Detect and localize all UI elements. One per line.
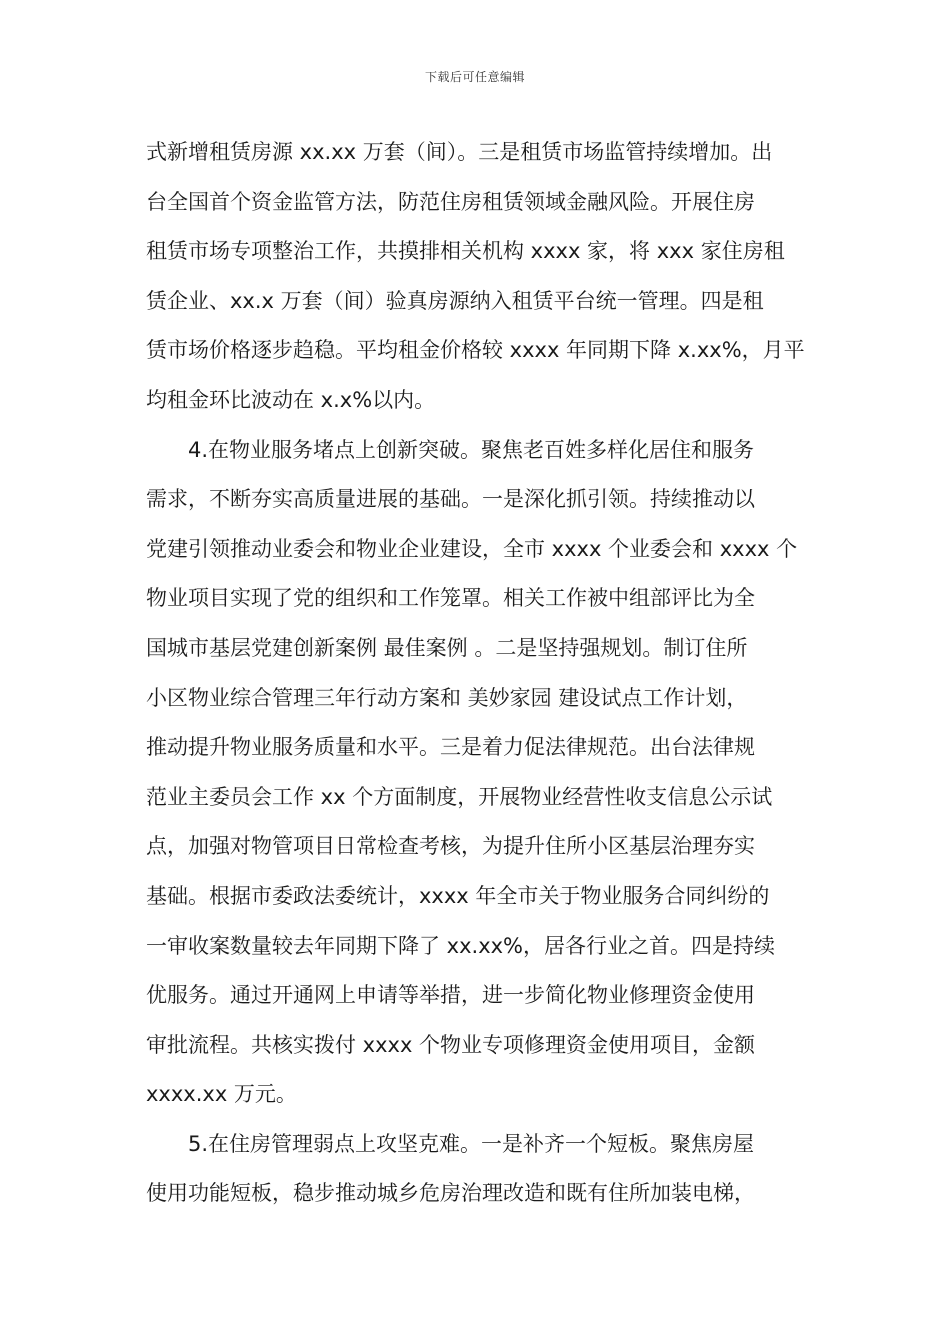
text-line: 需求，不断夯实高质量进展的基础。一是深化抓引领。持续推动以: [146, 487, 755, 512]
paragraph-start-line: 5.在住房管理弱点上攻坚克难。一是补齐一个短板。聚焦房屋: [188, 1131, 755, 1156]
text-line: 推动提升物业服务质量和水平。三是着力促法律规范。出台法律规: [146, 735, 755, 760]
text-line: 小区物业综合管理三年行动方案和 美妙家园 建设试点工作计划，: [146, 685, 748, 710]
text-line: 国城市基层党建创新案例 最佳案例 。二是坚持强规划。制订住所: [146, 635, 748, 660]
text-line: 赁企业、xx.x 万套（间）验真房源纳入租赁平台统一管理。四是租: [146, 288, 764, 313]
text-line: 物业项目实现了党的组织和工作笼罩。相关工作被中组部评比为全: [146, 586, 755, 611]
text-line: 使用功能短板，稳步推动城乡危房治理改造和既有住所加装电梯，: [146, 1181, 755, 1206]
text-line: 范业主委员会工作 xx 个方面制度，开展物业经营性收支信息公示试: [146, 784, 773, 809]
text-line: 赁市场价格逐步趋稳。平均租金价格较 xxxx 年同期下降 x.xx%，月平: [146, 338, 805, 363]
text-line: 优服务。通过开通网上申请等举措，进一步简化物业修理资金使用: [146, 983, 755, 1008]
text-line: 基础。根据市委政法委统计，xxxx 年全市关于物业服务合同纠纷的: [146, 883, 770, 908]
text-line: 党建引领推动业委会和物业企业建设，全市 xxxx 个业委会和 xxxx 个: [146, 536, 798, 561]
text-line: 一审收案数量较去年同期下降了 xx.xx%，居各行业之首。四是持续: [146, 933, 776, 958]
paragraph-start-line: 4.在物业服务堵点上创新突破。聚焦老百姓多样化居住和服务: [188, 437, 755, 462]
document-body: [146, 132, 806, 1223]
text-line: xxxx.xx 万元。: [146, 1082, 297, 1107]
text-line: 审批流程。共核实拨付 xxxx 个物业专项修理资金使用项目，金额: [146, 1032, 756, 1057]
text-line: 租赁市场专项整治工作，共摸排相关机构 xxxx 家，将 xxx 家住房租: [146, 239, 785, 264]
page-header: 下载后可任意编辑: [424, 70, 525, 84]
text-line: 式新增租赁房源 xx.xx 万套（间）。三是租赁市场监管持续增加。出: [146, 140, 773, 164]
text-line: 点，加强对物管项目日常检查考核，为提升住所小区基层治理夯实: [146, 834, 755, 859]
text-line: 台全国首个资金监管方法，防范住房租赁领域金融风险。开展住房: [146, 189, 755, 214]
text-line: 均租金环比波动在 x.x%以内。: [146, 387, 436, 412]
